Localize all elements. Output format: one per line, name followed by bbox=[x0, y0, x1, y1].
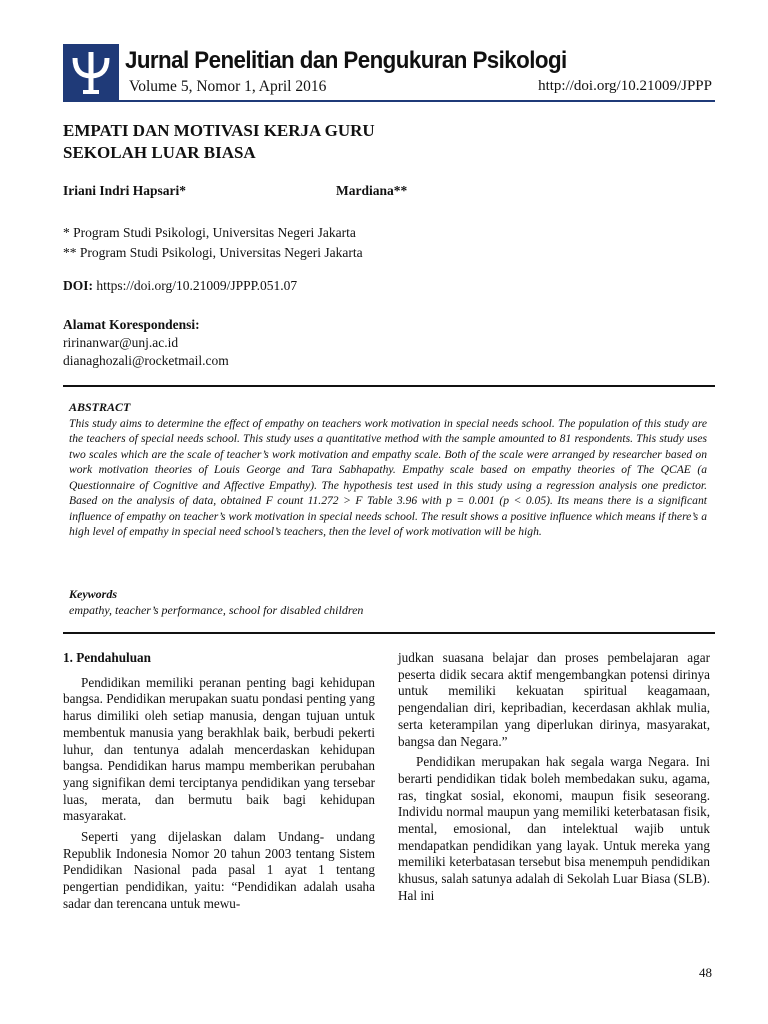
abstract bbox=[69, 400, 707, 540]
psi-logo-icon bbox=[63, 44, 119, 100]
abstract-top-divider bbox=[63, 385, 715, 387]
volume-info: Volume 5, Nomor 1, April 2016 bbox=[129, 78, 327, 95]
body-paragraph: judkan suasana belajar dan proses pembelajaran agar peserta didik secara aktif mengembangkan potensi dirinya untuk memiliki kekuatan spiritual keagamaan, pengendalian diri, kepribadian, kecerdasan akhlak mulia, serta keterampilan yang diperlukan dirinya, masyarakat, bangsa dan Negara.” bbox=[398, 650, 710, 749]
affiliations bbox=[63, 223, 363, 263]
body-paragraph: Pendidikan memiliki peranan penting bagi kehidupan bangsa. Pendidikan merupakan suatu pondasi penting yang harus dimiliki oleh setiap manusia, dengan tujuan untuk membentuk manusia yang berakhlak baik, berbudi pekerti luhur, dan tentunya adalah mencerdaskan kehidupan bangsa. Pendidikan harus mampu memberikan perubahan yang signifikan demi terciptanya pendidikan yang tersebar luas, merata, dan bermutu baik bagi kehidupan masyarakat. bbox=[63, 674, 375, 824]
doi-value[interactable]: https://doi.org/10.21009/JPPP.051.07 bbox=[96, 278, 298, 293]
correspondence-email-1[interactable]: ririnanwar@unj.ac.id bbox=[63, 335, 179, 350]
affiliation-2: ** Program Studi Psikologi, Universitas Negeri Jakarta bbox=[63, 245, 363, 260]
page-number: 48 bbox=[699, 965, 712, 980]
correspondence bbox=[63, 316, 229, 370]
header-divider bbox=[63, 100, 715, 102]
journal-doi-link[interactable]: http://doi.org/10.21009/JPPP bbox=[538, 78, 712, 94]
affiliation-1: * Program Studi Psikologi, Universitas Negeri Jakarta bbox=[63, 225, 356, 240]
article-doi bbox=[63, 278, 297, 294]
body-column-left bbox=[63, 650, 375, 917]
paper-title-line-1: EMPATI DAN MOTIVASI KERJA GURU bbox=[63, 121, 375, 140]
author-1: Iriani Indri Hapsari* bbox=[63, 183, 187, 198]
section-heading: 1. Pendahuluan bbox=[63, 650, 151, 665]
correspondence-email-2[interactable]: dianaghozali@rocketmail.com bbox=[63, 353, 229, 368]
keywords-text: empathy, teacher’s performance, school for disabled children bbox=[69, 603, 364, 617]
body-column-right bbox=[398, 650, 710, 909]
journal-title: Jurnal Penelitian dan Pengukuran Psikologi bbox=[125, 47, 567, 74]
abstract-heading: ABSTRACT bbox=[69, 400, 131, 414]
abstract-bottom-divider bbox=[63, 632, 715, 634]
keywords bbox=[69, 586, 363, 618]
author-2: Mardiana** bbox=[336, 183, 408, 198]
correspondence-label: Alamat Korespondensi: bbox=[63, 317, 200, 332]
abstract-text: This study aims to determine the effect of empathy on teachers work motivation in special needs school. The population of this study are the teachers of special needs school. This study uses a quantitative method with the sample amounted to 81 respondents. This study uses two scales which are the scale of teacher’s work motivation and empathy scale. Both of the scale were arranged by researcher based on work motivation theories of Louis George and Tara Sabhapathy. Empathy scale based on empathy theories of The QCAE (a Questionnaire of Cognitive and Affective Empathy). The hypothesis test used in this study using a regression analysis one predictor. Based on the analysis of data, obtained F count 11.272 > F Table 3.96 with p = 0.001 (p < 0.05). Its means there is a significant influence of empathy on teacher’s work motivation in special needs school. The result shows a positive influence which means if there’s a high level of empathy in special need school’s teachers, then the level of work motivation will be high. bbox=[69, 416, 707, 538]
paper-title-line-2: SEKOLAH LUAR BIASA bbox=[63, 143, 256, 162]
body-paragraph: Pendidikan merupakan hak segala warga Negara. Ini berarti pendidikan tidak boleh membedakan suku, agama, ras, tingkat sosial, ekonomi, maupun fisik seseorang. Individu normal maupun yang memiliki keterbatasan fisik, mental, emosional, dan intelektual wajib untuk mendapatkan pendidikan yang layak. Untuk mereka yang memiliki keterbatasan tersebut bisa menempuh pendidikan khusus, salah satunya adalah di Sekolah Luar Biasa (SLB). Hal ini bbox=[398, 754, 710, 903]
keywords-heading: Keywords bbox=[69, 587, 117, 601]
body-paragraph: Seperti yang dijelaskan dalam Undang- undang Republik Indonesia Nomor 20 tahun 2003 tentang Sistem Pendidikan Nasional pada pasal 1 ayat 1 tentang pengertian pendidikan, yaitu: “Pendidikan adalah usaha sadar dan terencana untuk mewu- bbox=[63, 829, 375, 911]
paper-title bbox=[63, 120, 375, 164]
doi-label: DOI: bbox=[63, 278, 93, 293]
